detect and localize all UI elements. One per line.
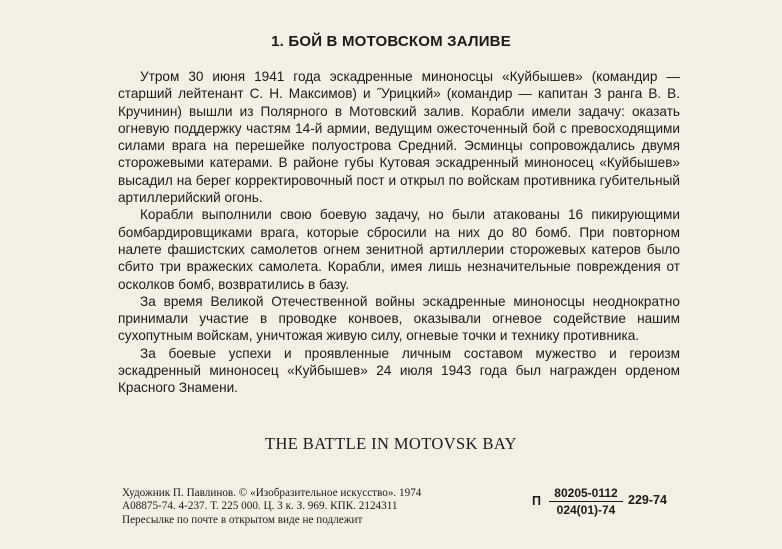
page-title: 1. БОЙ В МОТОВСКОМ ЗАЛИВЕ	[271, 33, 511, 50]
imprint-line-mail-notice: Пересылке по почте в открытом виде не подлежит	[122, 513, 363, 526]
catalog-code-suffix: 229-74	[628, 493, 667, 507]
imprint-line-artist: Художник П. Павлинов. © «Изобразительное искусство». 1974	[122, 487, 422, 499]
catalog-code-numerator: 80205-0112	[549, 486, 623, 502]
catalog-code-fraction	[549, 486, 623, 517]
article-paragraph: За боевые успехи и проявленные личным составом мужество и героизм эскадренный миноносец «Куйбышев» 24 июля 1943 года был награжден орденом Красного Знамени.	[118, 345, 680, 396]
imprint	[122, 487, 522, 527]
article-body	[118, 68, 680, 397]
english-title: THE BATTLE IN MOTOVSK BAY	[264, 434, 517, 453]
imprint-line-print-details: А08875-74. 4-237. Т. 225 000. Ц. 3 к. З. 969. КПК. 2124311	[122, 500, 398, 513]
article-paragraph: Утром 30 июня 1941 года эскадренные миноносцы «Куйбышев» (командир — старший лейтенант С. Н. Максимов) и ˝Урицкий» (командир — капитан 3 ранга В. В. Кручинин) вышли из Полярного в Мотовский залив. Корабли имели задачу: оказать огневую поддержку частям 14-й армии, ведущим ожесточенный бой с превосходящими силами врага на перешейке полуострова Средний. Эсминцы сопровождались двумя сторожевыми катерами. В районе губы Кутовая эскадренный миноносец «Куйбышев» высадил на берег корректировочный пост и открыл по войскам противника губительный артиллерийский огонь.	[118, 69, 680, 206]
article-paragraph: За время Великой Отечественной войны эскадренные миноносцы неоднократно принимали участие в проводке конвоев, оказывали огневое содействие нашим сухопутным войскам, уничтожая живую силу, огневые точки и технику противника.	[118, 293, 680, 344]
article-paragraph: Корабли выполнили свою боевую задачу, но были атакованы 16 пикирующими бомбардировщиками врага, которые сбросили на них до 80 бомб. При повторном налете фашистских самолетов огнем зенитной артиллерии сторожевых катеров было сбито три вражеских самолета. Корабли, имея лишь незначительные повреждения от осколков бомб, возвратились в базу.	[118, 207, 680, 292]
catalog-code-denominator: 024(01)-74	[556, 503, 616, 517]
catalog-code-letter: П	[532, 494, 541, 508]
